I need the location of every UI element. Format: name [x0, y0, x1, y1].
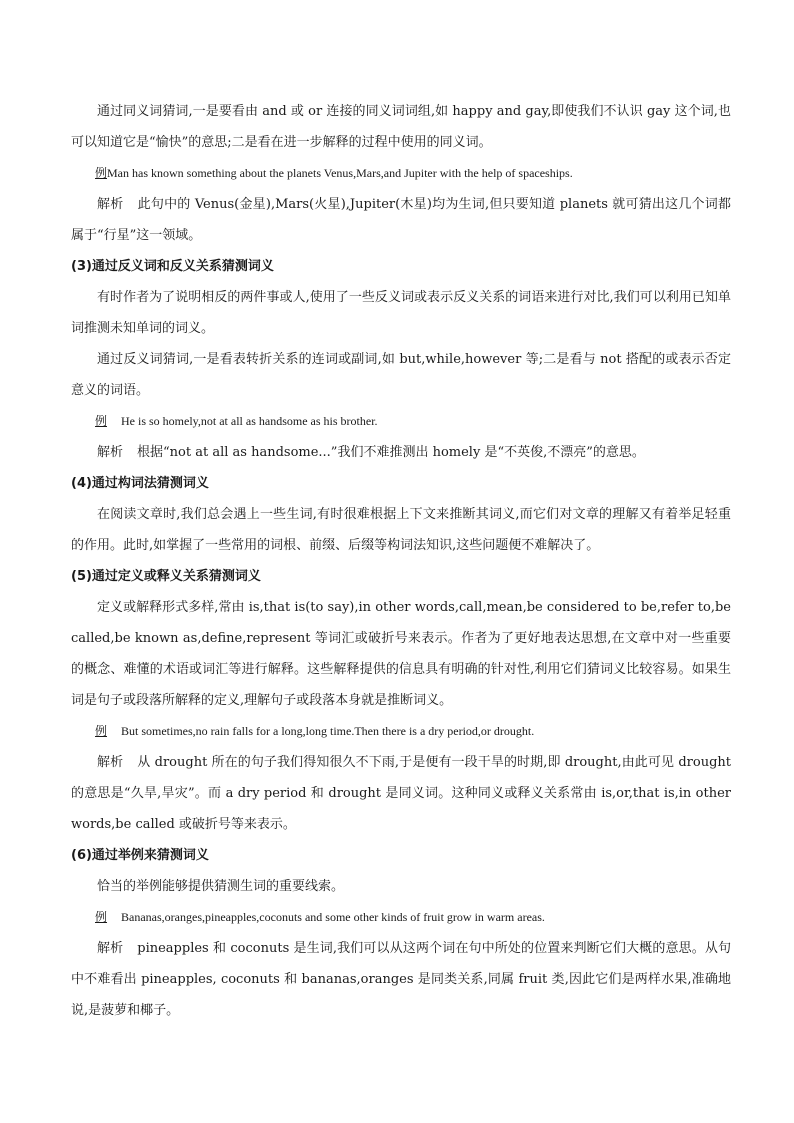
example-label: 例 [95, 166, 108, 180]
analysis-label: 解析 [97, 755, 124, 770]
analysis-text: 此句中的 Venus(金星),Mars(火星),Jupiter(木星)均为生词,但只要知道 planets 就可猜出这几个词都属于“行星”这一领域。 [71, 197, 731, 243]
document-page [71, 96, 731, 1026]
example-5 [71, 716, 731, 747]
analysis-label: 解析 [97, 197, 124, 212]
analysis-1 [71, 189, 731, 251]
analysis-5 [71, 747, 731, 840]
section-heading-6: (6)通过举例来猜测词义 [71, 848, 209, 863]
example-6 [71, 902, 731, 933]
paragraph-antonym-intro: 有时作者为了说明相反的两件事或人,使用了一些反义词或表示反义关系的词语来进行对比,我们可以利用已知单词推测未知单词的词义。 [71, 290, 731, 336]
section-heading-3: (3)通过反义词和反义关系猜测词义 [71, 259, 274, 274]
section-heading-4: (4)通过构词法猜测词义 [71, 476, 209, 491]
analysis-text: 根据“not at all as handsome...”我们不难推测出 homely 是“不英俊,不漂亮”的意思。 [137, 445, 645, 460]
analysis-6 [71, 933, 731, 1026]
example-text: Bananas,oranges,pineapples,coconuts and some other kinds of fruit grow in warm areas. [121, 910, 545, 924]
example-3 [71, 406, 731, 437]
example-label: 例 [95, 910, 108, 924]
section-heading-5: (5)通过定义或释义关系猜测词义 [71, 569, 261, 584]
analysis-3 [71, 437, 731, 468]
analysis-label: 解析 [97, 941, 124, 956]
example-label: 例 [95, 724, 108, 738]
example-text: But sometimes,no rain falls for a long,long time.Then there is a dry period,or drought. [121, 724, 535, 738]
paragraph-word-formation: 在阅读文章时,我们总会遇上一些生词,有时很难根据上下文来推断其词义,而它们对文章的理解又有着举足轻重的作用。此时,如掌握了一些常用的词根、前缀、后缀等构词法知识,这些问题便不难解决了。 [71, 507, 731, 553]
example-1 [71, 158, 731, 189]
analysis-label: 解析 [97, 445, 124, 460]
paragraph-antonym-method: 通过反义词猜词,一是看表转折关系的连词或副词,如 but,while,however 等;二是看与 not 搭配的或表示否定意义的词语。 [71, 352, 731, 398]
paragraph-definition: 定义或解释形式多样,常由 is,that is(to say),in other words,call,mean,be considered to be,refer to,be called,be known as,define,represent 等词汇或破折号来表示。作者为了更好地表达思想,在文章中对一些重要的概念、难懂的术语或词汇等进行解释。这些解释提供的信息具有明确的针对性,利用它们猜词义比较容易。如果生词是句子或段落所解释的定义,理解句子或段落本身就是推断词义。 [71, 600, 731, 708]
example-label: 例 [95, 414, 108, 428]
example-text: He is so homely,not at all as handsome as his brother. [121, 414, 378, 428]
analysis-text: pineapples 和 coconuts 是生词,我们可以从这两个词在句中所处的位置来判断它们大概的意思。从句中不难看出 pineapples, coconuts 和 bananas,oranges 是同类关系,同属 fruit 类,因此它们是两样水果,准确地说,是菠萝和椰子。 [71, 941, 731, 1018]
analysis-text: 从 drought 所在的句子我们得知很久不下雨,于是便有一段干旱的时期,即 drought,由此可见 drought 的意思是“久旱,旱灾”。而 a dry period 和 drought 是同义词。这种同义或释义关系常由 is,or,that is,in other words,be called 或破折号等来表示。 [71, 755, 731, 832]
paragraph-synonym-method: 通过同义词猜词,一是要看由 and 或 or 连接的同义词词组,如 happy and gay,即使我们不认识 gay 这个词,也可以知道它是“愉快”的意思;二是看在进一步解释的过程中使用的同义词。 [71, 104, 731, 150]
example-text: Man has known something about the planets Venus,Mars,and Jupiter with the help of spaceships. [107, 166, 573, 180]
paragraph-examples-clue: 恰当的举例能够提供猜测生词的重要线索。 [97, 879, 345, 894]
